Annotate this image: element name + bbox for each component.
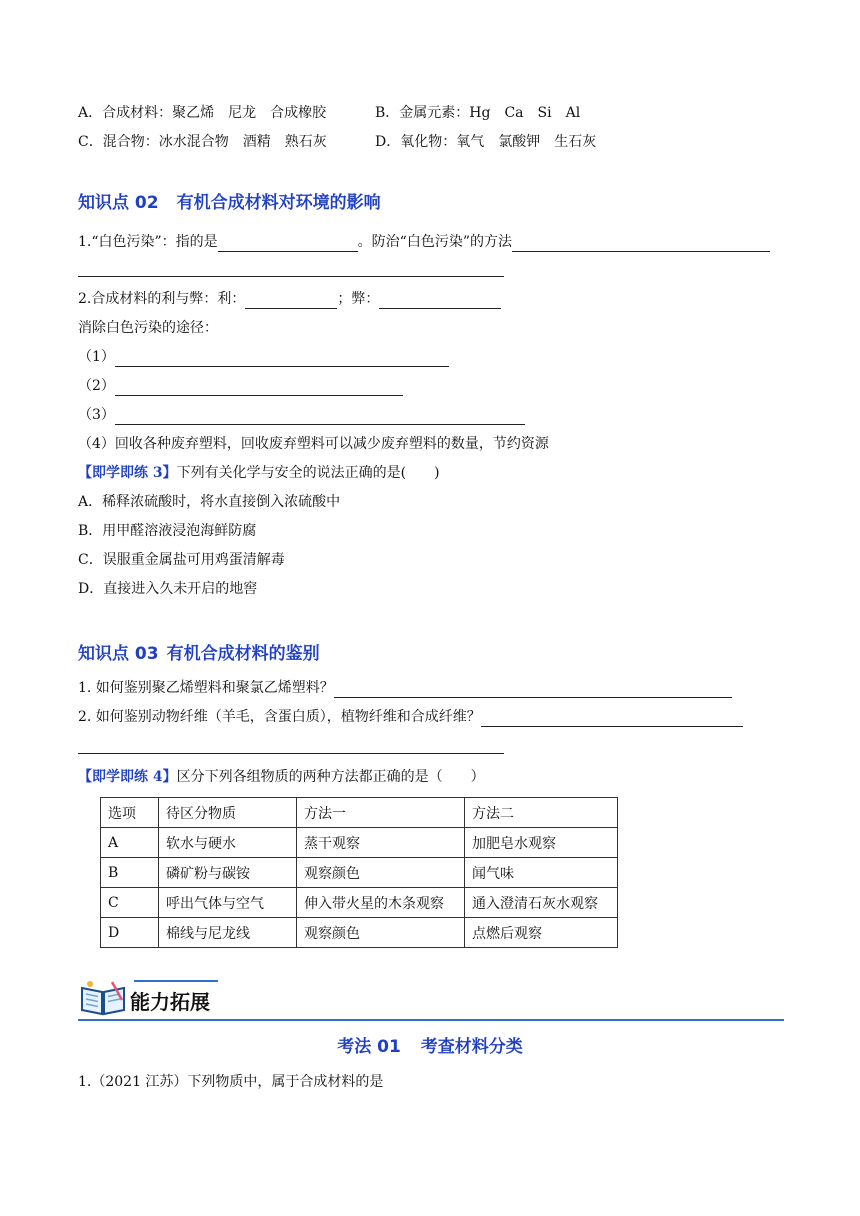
option-a: A．合成材料：聚乙烯 尼龙 合成橡胶: [78, 105, 327, 121]
practice4-tag: 【即学即练 4】: [78, 769, 177, 785]
kp02-heading: [78, 191, 381, 215]
comparison-table: [100, 797, 618, 948]
practice3-option-d: D．直接进入久未开启的地窖: [78, 581, 258, 597]
table-row: [101, 918, 618, 948]
practice3-option-a: A．稀释浓硫酸时，将水直接倒入浓硫酸中: [78, 494, 341, 510]
kp02-way-4: （4）回收各种废弃塑料，回收废弃塑料可以减少废弃塑料的数量，节约资源: [78, 436, 549, 452]
practice3-question: 下列有关化学与安全的说法正确的是( ): [176, 465, 440, 481]
way-1-label: （1）: [78, 349, 115, 365]
banner-top-rule: [134, 980, 218, 982]
practice3-question-line: [78, 463, 440, 483]
table-cell: 观察颜色: [297, 918, 465, 948]
open-book-icon: [78, 978, 128, 1022]
table-cell: 蒸干观察: [297, 828, 465, 858]
kp03-q1: [78, 678, 732, 698]
kp02-elimination: 消除白色污染的途径：: [78, 320, 218, 336]
table-row: [101, 828, 618, 858]
kp02-q1-prefix: 1.“白色污染”：指的是: [78, 234, 218, 250]
table-row: [101, 858, 618, 888]
kp03-q2: [78, 707, 743, 727]
way-3-label: （3）: [78, 407, 115, 423]
kp03-title: 有机合成材料的鉴别: [166, 644, 320, 664]
answer-blank[interactable]: [245, 292, 337, 309]
banner-title: 能力拓展: [130, 990, 210, 1014]
table-header-cell: 方法二: [465, 798, 618, 828]
table-cell: 软水与硬水: [159, 828, 297, 858]
table-cell: C: [101, 888, 159, 918]
answer-blank[interactable]: [115, 408, 525, 425]
table-cell: B: [101, 858, 159, 888]
practice4-question-line: [78, 767, 485, 787]
table-header-row: [101, 798, 618, 828]
practice3-option-b: B．用甲醛溶液浸泡海鲜防腐: [78, 523, 257, 539]
kp02-q2-middle: ；弊：: [337, 291, 380, 307]
answer-blank[interactable]: [512, 235, 770, 252]
answer-blank[interactable]: [78, 260, 504, 277]
kp02-q1: [78, 232, 770, 252]
practice4-question: 区分下列各组物质的两种方法都正确的是（ ）: [176, 769, 485, 785]
kaofa-number: 考法 01: [337, 1037, 401, 1057]
answer-blank[interactable]: [78, 737, 504, 754]
kp03-number: 知识点 03: [78, 644, 159, 664]
answer-blank[interactable]: [218, 235, 358, 252]
table-header-cell: 待区分物质: [159, 798, 297, 828]
kp02-way-1: [78, 347, 449, 367]
kp03-q1-text: 1. 如何鉴别聚乙烯塑料和聚氯乙烯塑料？: [78, 680, 334, 696]
table-header-cell: 方法一: [297, 798, 465, 828]
kp02-way-2: [78, 376, 403, 396]
kp02-way-3: [78, 405, 525, 425]
option-d: D．氧化物：氧气 氯酸钾 生石灰: [375, 134, 597, 150]
answer-blank[interactable]: [379, 292, 501, 309]
kp02-q2-prefix: 2.合成材料的利与弊：利：: [78, 291, 246, 307]
table-cell: 加肥皂水观察: [465, 828, 618, 858]
kp02-number: 知识点 02: [78, 193, 159, 213]
answer-blank[interactable]: [115, 379, 403, 396]
final-question: 1.（2021 江苏）下列物质中，属于合成材料的是: [78, 1074, 384, 1090]
option-b: B．金属元素：Hg Ca Si Al: [375, 105, 581, 121]
section-banner: [78, 978, 784, 1024]
table-row: [101, 888, 618, 918]
table-header-cell: 选项: [101, 798, 159, 828]
table-cell: 观察颜色: [297, 858, 465, 888]
kaofa-title: 考查材料分类: [420, 1037, 523, 1057]
kp02-title: 有机合成材料对环境的影响: [176, 193, 381, 213]
table-cell: 伸入带火星的木条观察: [297, 888, 465, 918]
table-cell: 棉线与尼龙线: [159, 918, 297, 948]
kp03-q2-cont: [78, 734, 504, 754]
banner-rule: [78, 1019, 784, 1021]
table-cell: 磷矿粉与碳铵: [159, 858, 297, 888]
table-cell: D: [101, 918, 159, 948]
practice3-option-c: C．误服重金属盐可用鸡蛋清解毒: [78, 552, 285, 568]
kp02-q1-middle: 。防治“白色污染”的方法: [357, 234, 512, 250]
answer-blank[interactable]: [115, 350, 449, 367]
way-2-label: （2）: [78, 378, 115, 394]
practice3-tag: 【即学即练 3】: [78, 465, 177, 481]
answer-blank[interactable]: [481, 710, 743, 727]
kp03-heading: [78, 642, 320, 666]
option-c: C．混合物：冰水混合物 酒精 熟石灰: [78, 134, 327, 150]
answer-blank[interactable]: [334, 681, 732, 698]
kp02-q1-cont: [78, 257, 504, 277]
table-cell: 呼出气体与空气: [159, 888, 297, 918]
kp02-q2: [78, 289, 501, 309]
table-cell: 点燃后观察: [465, 918, 618, 948]
table-cell: 通入澄清石灰水观察: [465, 888, 618, 918]
table-cell: A: [101, 828, 159, 858]
table-cell: 闻气味: [465, 858, 618, 888]
kaofa-heading: [0, 1032, 860, 1057]
kp03-q2-text: 2. 如何鉴别动物纤维（羊毛，含蛋白质），植物纤维和合成纤维？: [78, 709, 481, 725]
